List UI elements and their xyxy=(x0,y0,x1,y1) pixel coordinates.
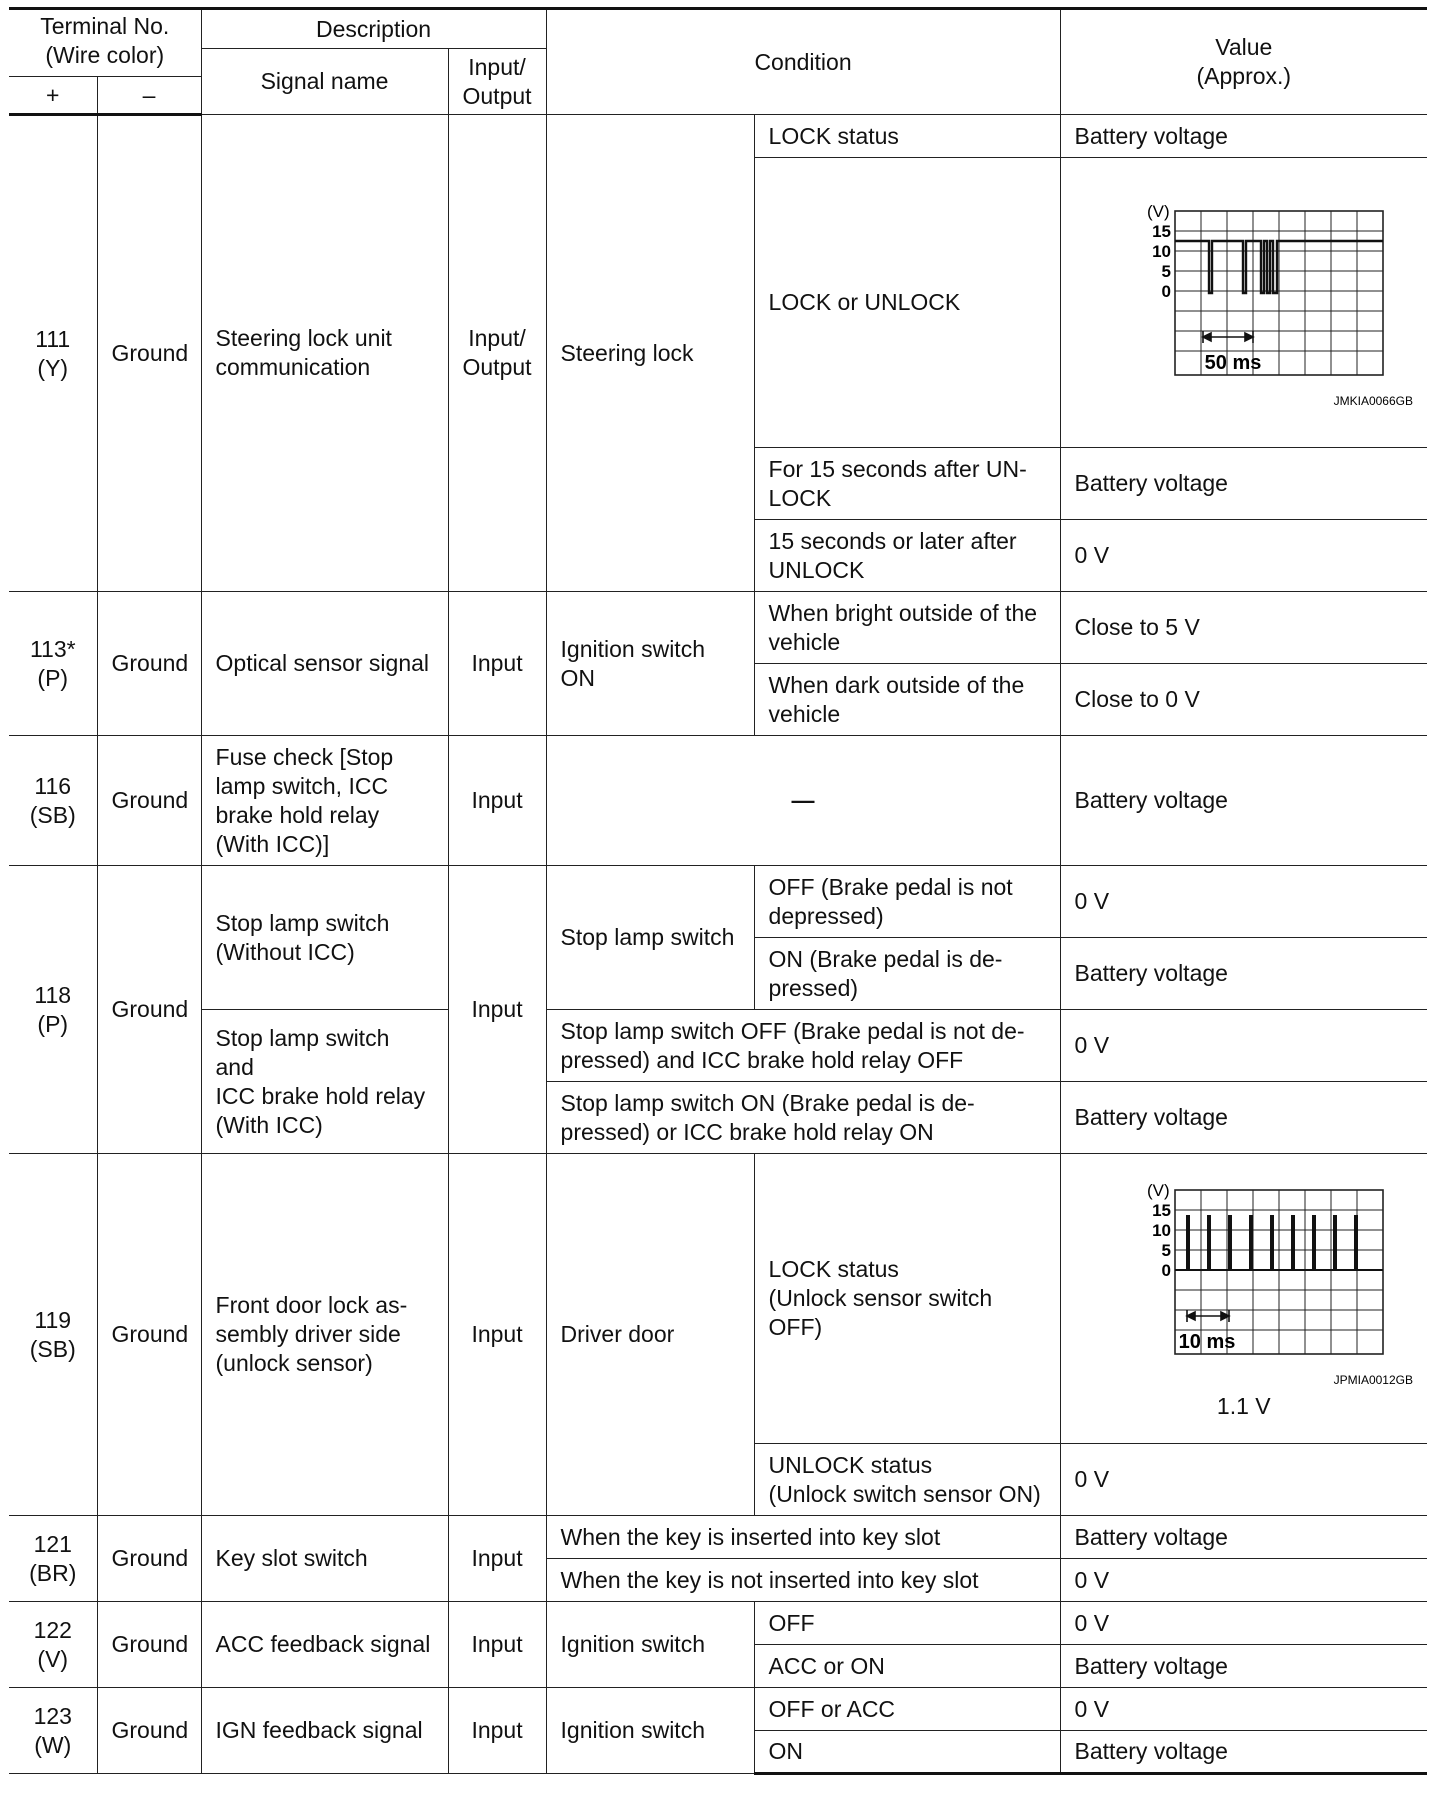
value-header: Value (Approx.) xyxy=(1060,9,1427,115)
value-cell: 0 V xyxy=(1060,1688,1427,1731)
condition-cell: — xyxy=(546,736,1060,866)
table-row xyxy=(9,592,1427,664)
value-text: 1.1 V xyxy=(1216,1393,1271,1419)
wave-scale-label: 50 ms xyxy=(1204,351,1262,374)
ground-cell: Ground xyxy=(97,1154,201,1516)
wave-tick: 5 xyxy=(1161,261,1172,281)
value-cell: Battery voltage xyxy=(1060,938,1427,1010)
condition-detail: LOCK or UNLOCK xyxy=(754,158,1060,448)
condition-cell: Ignition switch xyxy=(546,1688,754,1774)
waveform-111 xyxy=(1107,197,1417,409)
value-cell: Battery voltage xyxy=(1060,1645,1427,1688)
wave-scale xyxy=(1187,1310,1229,1322)
ground-cell: Ground xyxy=(97,1602,201,1688)
condition-detail: Stop lamp switch ON (Brake pedal is de- pressed) or ICC brake hold relay ON xyxy=(546,1082,1060,1154)
io-cell: Input xyxy=(448,1516,546,1602)
signal-name: ACC feedback signal xyxy=(201,1602,448,1688)
value-cell: 0 V xyxy=(1060,1602,1427,1645)
io-cell: Input xyxy=(448,1688,546,1774)
io-cell: Input xyxy=(448,592,546,736)
condition-detail: ACC or ON xyxy=(754,1645,1060,1688)
condition-detail: When the key is inserted into key slot xyxy=(546,1516,1060,1559)
terminal-116: 116 (SB) xyxy=(9,736,97,866)
table-row xyxy=(9,115,1427,158)
io-cell: Input xyxy=(448,866,546,1154)
terminal-table xyxy=(9,7,1427,1775)
minus-header: – xyxy=(97,77,201,115)
plus-header: + xyxy=(9,77,97,115)
ground-cell: Ground xyxy=(97,736,201,866)
terminal-111: 111 (Y) xyxy=(9,115,97,592)
table-row xyxy=(9,1688,1427,1731)
condition-detail: When the key is not inserted into key slot xyxy=(546,1559,1060,1602)
condition-detail: ON xyxy=(754,1731,1060,1774)
condition-detail: When dark outside of the vehicle xyxy=(754,664,1060,736)
wave-scale xyxy=(1203,331,1253,343)
io-cell: Input xyxy=(448,1602,546,1688)
table-row xyxy=(9,1154,1427,1444)
value-cell: Close to 0 V xyxy=(1060,664,1427,736)
terminal-118: 118 (P) xyxy=(9,866,97,1154)
value-cell: Battery voltage xyxy=(1060,1731,1427,1774)
header-row xyxy=(9,9,1427,49)
value-cell: Battery voltage xyxy=(1060,736,1427,866)
table-row xyxy=(9,1010,1427,1082)
wave-grid xyxy=(1175,211,1383,375)
terminal-121: 121 (BR) xyxy=(9,1516,97,1602)
table-row xyxy=(9,736,1427,866)
wave-grid xyxy=(1175,1190,1383,1354)
value-cell: 0 V xyxy=(1060,1010,1427,1082)
condition-cell: Ignition switch xyxy=(546,1602,754,1688)
signal-name: Steering lock unit communication xyxy=(201,115,448,592)
signal-name: Front door lock as- sembly driver side (unlock sensor) xyxy=(201,1154,448,1516)
condition-detail: For 15 seconds after UN- LOCK xyxy=(754,448,1060,520)
condition-detail: LOCK status (Unlock sensor switch OFF) xyxy=(754,1154,1060,1444)
condition-detail: Stop lamp switch OFF (Brake pedal is not de- pressed) and ICC brake hold relay OFF xyxy=(546,1010,1060,1082)
condition-detail: LOCK status xyxy=(754,115,1060,158)
condition-detail: 15 seconds or later after UNLOCK xyxy=(754,520,1060,592)
ground-cell: Ground xyxy=(97,866,201,1154)
io-header: Input/ Output xyxy=(448,49,546,115)
wave-tick: 10 xyxy=(1152,1221,1172,1240)
io-cell: Input xyxy=(448,736,546,866)
terminal-113: 113* (P) xyxy=(9,592,97,736)
table-row xyxy=(9,866,1427,938)
wave-tick: 10 xyxy=(1152,241,1172,261)
ground-cell: Ground xyxy=(97,115,201,592)
io-cell: Input/ Output xyxy=(448,115,546,592)
condition-detail: UNLOCK status (Unlock switch sensor ON) xyxy=(754,1444,1060,1516)
figure-code: JMKIA0066GB xyxy=(1333,393,1414,408)
condition-cell: Driver door xyxy=(546,1154,754,1516)
signal-name: Key slot switch xyxy=(201,1516,448,1602)
wave-scale-label: 10 ms xyxy=(1178,1331,1236,1353)
value-cell: Battery voltage xyxy=(1060,115,1427,158)
wave-unit: (V) xyxy=(1147,1181,1170,1200)
wave-tick: 0 xyxy=(1161,281,1172,301)
table-row xyxy=(9,1516,1427,1559)
signal-name: Stop lamp switch (Without ICC) xyxy=(201,866,448,1010)
terminal-119: 119 (SB) xyxy=(9,1154,97,1516)
condition-cell: Ignition switch ON xyxy=(546,592,754,736)
waveform-cell xyxy=(1060,1154,1427,1444)
value-cell: Battery voltage xyxy=(1060,1082,1427,1154)
condition-detail: OFF (Brake pedal is not depressed) xyxy=(754,866,1060,938)
wave-unit: (V) xyxy=(1147,201,1170,221)
wave-tick: 0 xyxy=(1161,1261,1172,1280)
value-cell: Close to 5 V xyxy=(1060,592,1427,664)
value-cell: 0 V xyxy=(1060,1444,1427,1516)
value-cell: Battery voltage xyxy=(1060,1516,1427,1559)
condition-detail: OFF or ACC xyxy=(754,1688,1060,1731)
signal-name-header: Signal name xyxy=(201,49,448,115)
waveform-119 xyxy=(1107,1176,1417,1388)
terminal-122: 122 (V) xyxy=(9,1602,97,1688)
signal-name: IGN feedback signal xyxy=(201,1688,448,1774)
io-cell: Input xyxy=(448,1154,546,1516)
condition-cell: Steering lock xyxy=(546,115,754,592)
wave-tick: 15 xyxy=(1152,221,1172,241)
wave-tick: 15 xyxy=(1152,1201,1172,1220)
terminal-header: Terminal No. (Wire color) xyxy=(9,9,201,77)
value-cell: Battery voltage xyxy=(1060,448,1427,520)
description-header: Description xyxy=(201,9,546,49)
signal-name: Stop lamp switch and ICC brake hold relay (With ICC) xyxy=(201,1010,448,1154)
value-cell: 0 V xyxy=(1060,866,1427,938)
waveform-cell xyxy=(1060,158,1427,448)
ground-cell: Ground xyxy=(97,592,201,736)
wave-tick: 5 xyxy=(1161,1241,1172,1260)
signal-name: Optical sensor signal xyxy=(201,592,448,736)
figure-code: JPMIA0012GB xyxy=(1333,1373,1414,1387)
condition-header: Condition xyxy=(546,9,1060,115)
terminal-123: 123 (W) xyxy=(9,1688,97,1774)
ground-cell: Ground xyxy=(97,1516,201,1602)
condition-detail: OFF xyxy=(754,1602,1060,1645)
value-cell: 0 V xyxy=(1060,520,1427,592)
ground-cell: Ground xyxy=(97,1688,201,1774)
value-cell: 0 V xyxy=(1060,1559,1427,1602)
table-row xyxy=(9,1602,1427,1645)
condition-detail: ON (Brake pedal is de- pressed) xyxy=(754,938,1060,1010)
condition-detail: When bright outside of the vehicle xyxy=(754,592,1060,664)
condition-cell: Stop lamp switch xyxy=(546,866,754,1010)
signal-name: Fuse check [Stop lamp switch, ICC brake hold relay (With ICC)] xyxy=(201,736,448,866)
